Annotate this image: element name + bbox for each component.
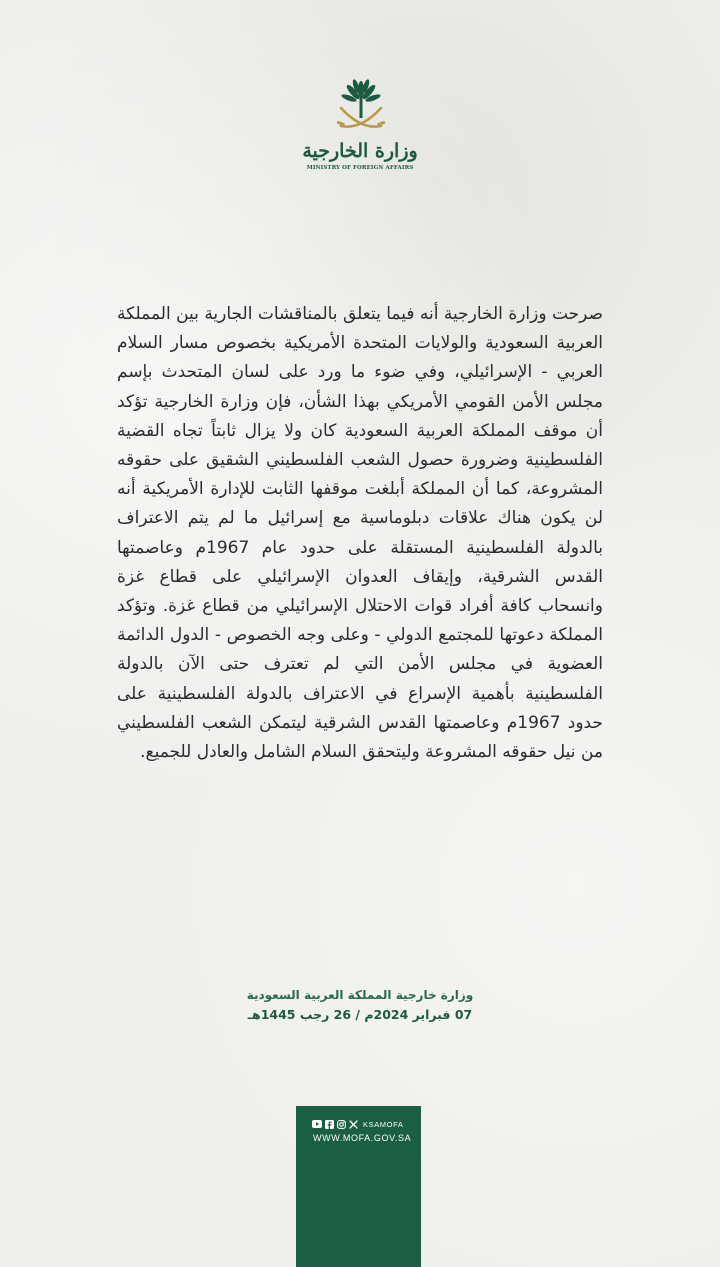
- social-row: [312, 1118, 403, 1130]
- facebook-icon[interactable]: [324, 1119, 334, 1129]
- saudi-emblem-palm-swords-icon: [320, 78, 402, 178]
- youtube-icon[interactable]: [312, 1119, 322, 1129]
- statement-body: صرحت وزارة الخارجية أنه فيما يتعلق بالمناقشات الجارية بين المملكة العربية السعودية والولايات المتحدة الأمريكية بخصوص مسار السلام العربي - الإسرائيلي، وفي ضوء ما ورد على لسان المتحدث بإسم مجلس الأمن القومي الأمريكي بهذا الشأن، فإن وزارة الخارجية تؤكد أن موقف المملكة العربية السعودية كان ولا يزال ثابتاً تجاه القضية الفلسطينية وضرورة حصول الشعب الفلسطيني الشقيق على حقوقه المشروعة، كما أن المملكة أبلغت موقفها الثابت للإدارة الأمريكية أنه لن يكون هناك علاقات دبلوماسية مع إسرائيل ما لم يتم الاعتراف بالدولة الفلسطينية المستقلة على حدود عام 1967م وعاصمتها القدس الشرقية، وإيقاف العدوان الإسرائيلي على قطاع غزة وانسحاب كافة أفراد قوات الاحتلال الإسرائيلي من قطاع غزة. وتؤكد المملكة دعوتها للمجتمع الدولي - وعلى وجه الخصوص - الدول الدائمة العضوية في مجلس الأمن التي لم تعترف حتى الآن بالدولة الفلسطينية بأهمية الإسراع في الاعتراف بالدولة الفلسطينية على حدود 1967م وعاصمتها القدس الشرقية ليتمكن الشعب الفلسطيني من نيل حقوقه المشروعة وليتحقق السلام الشامل والعادل للجميع.: [117, 304, 604, 763]
- contact-panel: [296, 1106, 421, 1267]
- date-line: 07 فبراير 2024م / 26 رجب 1445هـ: [247, 1007, 473, 1022]
- ministry-name-arabic: وزارة الخارجية: [302, 140, 418, 162]
- ministry-name-english: MINISTRY OF FOREIGN AFFAIRS: [306, 165, 414, 171]
- signature-block: [230, 985, 490, 1025]
- instagram-icon[interactable]: [336, 1119, 346, 1129]
- social-handle[interactable]: KSAMOFA: [363, 1119, 404, 1129]
- issuer-line: وزارة خارجية المملكة العربية السعودية: [246, 988, 474, 1002]
- website-link[interactable]: WWW.MOFA.GOV.SA: [313, 1133, 412, 1143]
- x-icon[interactable]: [348, 1119, 358, 1129]
